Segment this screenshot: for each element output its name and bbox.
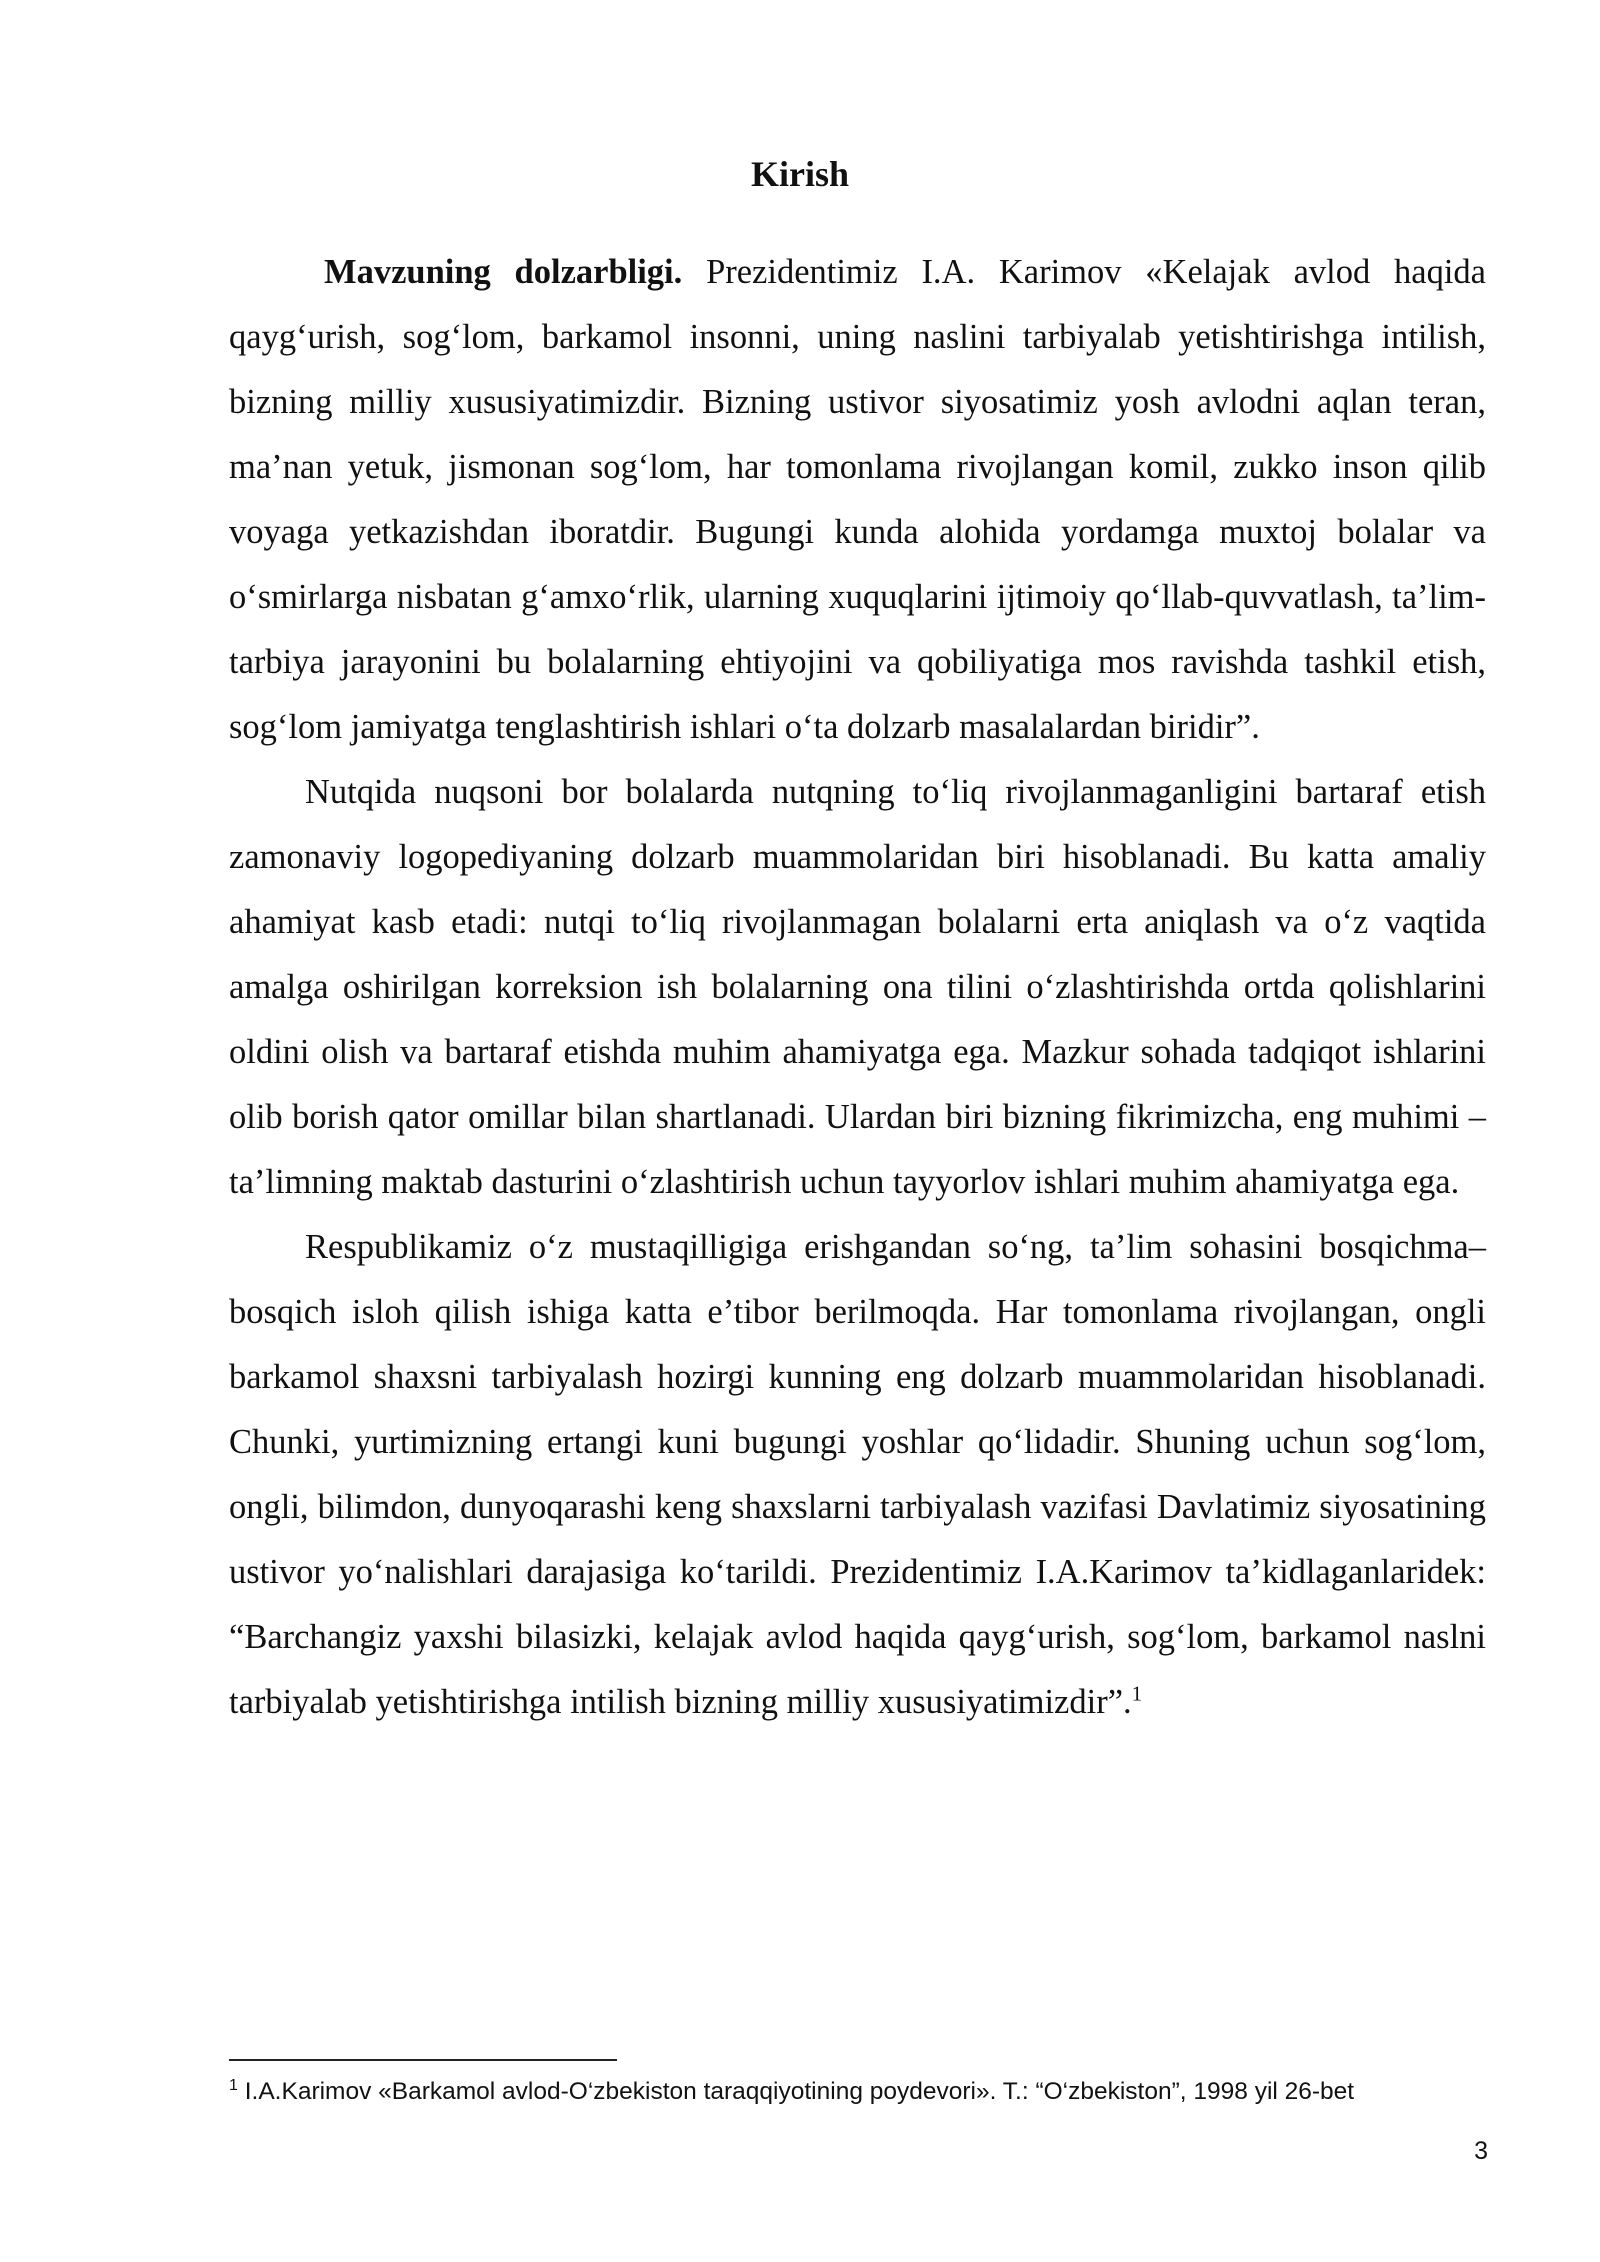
footnote-marker: 1	[229, 2076, 238, 2094]
paragraph-lead: Mavzuning dolzarbligi.	[324, 253, 683, 291]
body-text	[229, 240, 1486, 1735]
paragraph-text: Respublikamiz o‘z mustaqilligiga erishgandan so‘ng, ta’lim sohasini bosqichma–bosqich isloh qilish ishiga katta e’tibor berilmoqda. Har tomonlama rivojlangan, ongli barkamol shaxsni tarbiyalash hozirgi kunning eng dolzarb muammolaridan hisoblanadi. Chunki, yurtimizning ertangi kuni bugungi yoshlar qo‘lidadir. Shuning uchun sog‘lom, ongli, bilimdon, dunyoqarashi keng shaxslarni tarbiyalash vazifasi Davlatimiz siyosatining ustivor yo‘nalishlari darajasiga ko‘tarildi. Prezidentimiz I.A.Karimov ta’kidlaganlaridek: “Barchangiz yaxshi bilasizki, kelajak avlod haqida qayg‘urish, sog‘lom, barkamol naslni tarbiyalab yetishtirishga intilish bizning milliy xususiyatimizdir”.	[229, 1228, 1486, 1721]
paragraph-text: Prezidentimiz I.A. Karimov «Kelajak avlod haqida qayg‘urish, sog‘lom, barkamol insonni, uning naslini tarbiyalab yetishtirishga intilish, bizning milliy xususiyatimizdir. Bizning ustivor siyosatimiz yosh avlodni aqlan teran, ma’nan yetuk, jismonan sog‘lom, har tomonlama rivojlangan komil, zukko inson qilib voyaga yetkazishdan iboratdir. Bugungi kunda alohida yordamga muxtoj bolalar va o‘smirlarga nisbatan g‘amxo‘rlik, ularning xuquqlarini ijtimoiy qo‘llab-quvvatlash, ta’lim-tarbiya jarayonini bu bolalarning ehtiyojini va qobiliyatiga mos ravishda tashkil etish, sog‘lom jamiyatga tenglashtirish ishlari o‘ta dolzarb masalalardan biridir”.	[229, 253, 1486, 746]
footnote-reference[interactable]: 1	[1131, 1681, 1143, 1706]
footnote-separator	[229, 2059, 617, 2061]
footnote	[229, 2075, 1529, 2109]
page-number: 3	[1474, 2137, 1488, 2165]
page-title: Kirish	[750, 154, 849, 194]
paragraph-education-reform	[229, 1215, 1486, 1735]
paragraph-text: Nutqida nuqsoni bor bolalarda nutqning to‘liq rivojlanmaganligini bartaraf etish zamonaviy logopediyaning dolzarb muammolaridan biri hisoblanadi. Bu katta amaliy ahamiyat kasb etadi: nutqi to‘liq rivojlanmagan bolalarni erta aniqlash va o‘z vaqtida amalga oshirilgan korreksion ish bolalarning ona tilini o‘zlashtirishda ortda qolishlarini oldini olish va bartaraf etishda muhim ahamiyatga ega. Mazkur sohada tadqiqot ishlarini olib borish qator omillar bilan shartlanadi. Ulardan biri bizning fikrimizcha, eng muhimi – ta’limning maktab dasturini o‘zlashtirish uchun tayyorlov ishlari muhim ahamiyatga ega.	[229, 773, 1486, 1201]
paragraph-speech-defects	[229, 760, 1486, 1215]
footnote-text: I.A.Karimov «Barkamol avlod-O‘zbekiston taraqqiyotining poydevori». T.: “O‘zbekiston”, 1998 yil 26-bet	[237, 2078, 1355, 2105]
paragraph-relevance	[229, 240, 1486, 760]
